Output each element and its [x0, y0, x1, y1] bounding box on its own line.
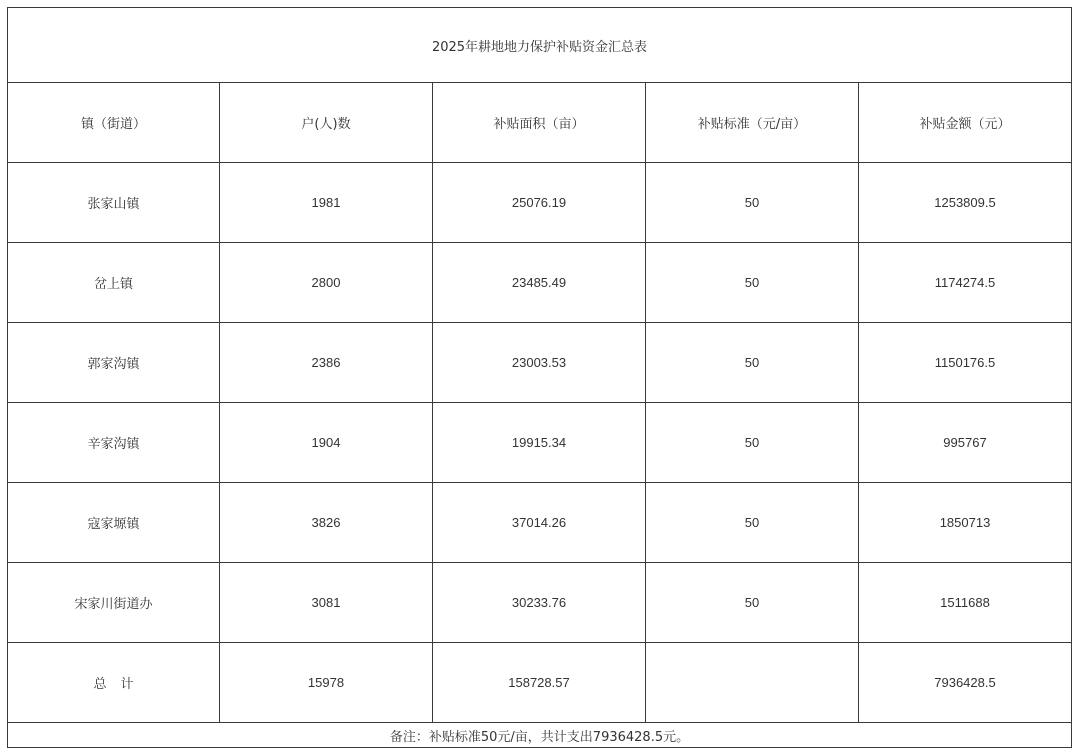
cell-households: 3826	[220, 483, 433, 563]
cell-households: 1981	[220, 163, 433, 243]
cell-town: 岔上镇	[8, 243, 220, 323]
cell-standard: 50	[646, 403, 859, 483]
cell-town: 郭家沟镇	[8, 323, 220, 403]
table-row	[8, 403, 1072, 483]
cell-amount: 1511688	[859, 563, 1072, 643]
cell-amount: 1150176.5	[859, 323, 1072, 403]
cell-standard: 50	[646, 483, 859, 563]
table-row	[8, 243, 1072, 323]
cell-amount: 995767	[859, 403, 1072, 483]
cell-standard: 50	[646, 563, 859, 643]
total-label-part2: 计	[120, 677, 134, 692]
table-row	[8, 563, 1072, 643]
cell-town: 寇家塬镇	[8, 483, 220, 563]
table-row	[8, 483, 1072, 563]
cell-area: 25076.19	[433, 163, 646, 243]
table-row	[8, 323, 1072, 403]
subsidy-summary-table	[7, 7, 1072, 748]
cell-amount: 1850713	[859, 483, 1072, 563]
cell-town: 辛家沟镇	[8, 403, 220, 483]
cell-amount: 1174274.5	[859, 243, 1072, 323]
total-label-part1: 总	[93, 677, 107, 692]
header-area: 补贴面积（亩）	[433, 83, 646, 163]
table-row	[8, 163, 1072, 243]
total-row	[8, 643, 1072, 723]
note-row	[8, 723, 1072, 748]
cell-area: 23003.53	[433, 323, 646, 403]
cell-households: 3081	[220, 563, 433, 643]
total-standard	[646, 643, 859, 723]
total-amount: 7936428.5	[859, 643, 1072, 723]
cell-area: 19915.34	[433, 403, 646, 483]
cell-households: 1904	[220, 403, 433, 483]
cell-area: 37014.26	[433, 483, 646, 563]
cell-households: 2386	[220, 323, 433, 403]
cell-amount: 1253809.5	[859, 163, 1072, 243]
total-area: 158728.57	[433, 643, 646, 723]
cell-households: 2800	[220, 243, 433, 323]
cell-standard: 50	[646, 243, 859, 323]
cell-standard: 50	[646, 163, 859, 243]
header-households: 户(人)数	[220, 83, 433, 163]
total-label	[8, 643, 220, 723]
cropped-text-fragment	[7, 748, 247, 754]
cell-area: 23485.49	[433, 243, 646, 323]
total-households: 15978	[220, 643, 433, 723]
cell-town: 宋家川街道办	[8, 563, 220, 643]
cell-town: 张家山镇	[8, 163, 220, 243]
cell-standard: 50	[646, 323, 859, 403]
header-amount: 补贴金额（元）	[859, 83, 1072, 163]
table-note: 备注：补贴标准50元/亩，共计支出7936428.5元。	[8, 723, 1072, 748]
table-title-row	[8, 8, 1072, 83]
table-title: 2025年耕地地力保护补贴资金汇总表	[8, 8, 1072, 83]
cell-area: 30233.76	[433, 563, 646, 643]
header-standard: 补贴标准（元/亩）	[646, 83, 859, 163]
table-header-row	[8, 83, 1072, 163]
header-town: 镇（街道）	[8, 83, 220, 163]
